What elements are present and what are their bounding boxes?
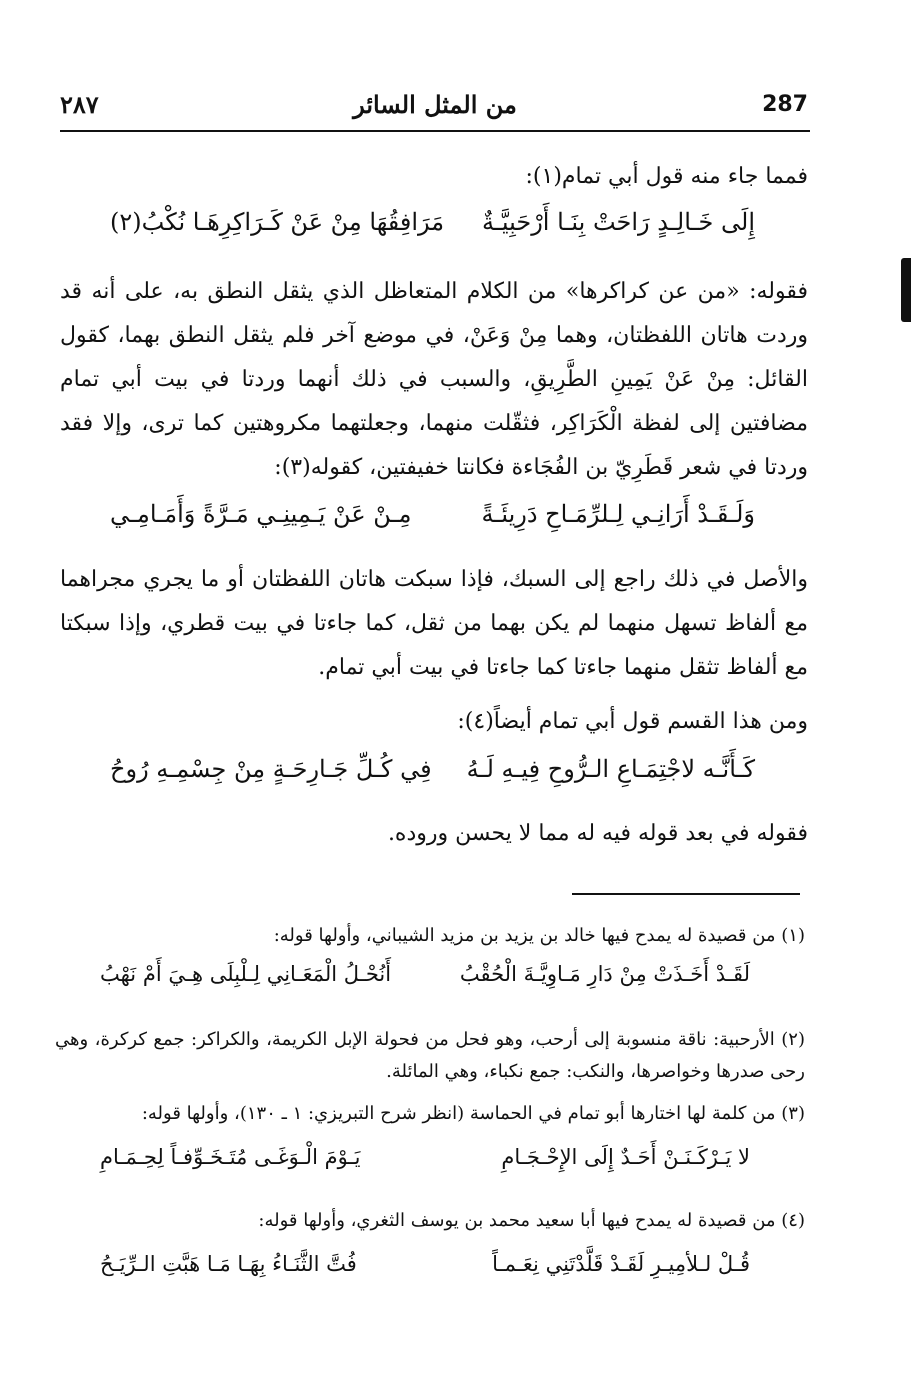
- footnote-1-verse: [100, 962, 750, 1002]
- verse-2-second-hemistich: مِـنْ عَنْ يَـمِينِـي مَـرَّةً وَأَمَـامِـي: [110, 500, 412, 528]
- footnote-1: (١) من قصيدة له يمدح فيها خالد بن يزيد بن مزيد الشيباني، وأولها قوله:: [273, 925, 805, 946]
- verse-3-second-hemistich: فِي كُـلِّ جَـارِحَـةٍ مِنْ جِسْمِـهِ رُوحُ: [110, 755, 432, 783]
- footnote-1-second-hemistich: أَنُحْـلُ الْمَعَـانِي لِـلْبِلَى هِـيَ أَمْ نَهْبُ: [100, 962, 392, 986]
- verse-1-second-hemistich: مَرَافِقُهَا مِنْ عَنْ كَـرَاكِرِهَـا نُكْبُ(٢): [110, 208, 445, 236]
- intro-line: فمما جاء منه قول أبي تمام(١):: [525, 164, 808, 189]
- footnote-4: (٤) من قصيدة له يمدح فيها أبا سعيد محمد بن يوسف الثغري، وأولها قوله:: [258, 1210, 805, 1231]
- header-rule: [60, 130, 810, 132]
- running-title: من المثل السائر: [353, 90, 517, 119]
- page-number-latin: 287: [762, 92, 808, 117]
- verse-2: [110, 500, 755, 546]
- page-number-arabic: ٢٨٧: [60, 90, 99, 119]
- paragraph-2: والأصل في ذلك راجع إلى السبك، فإذا سبكت هاتان اللفظتان أو ما يجري مجراهما مع ألفاظ تسهل منهما لم يكن بهما من ثقل، كما جاءتا في بيت قطري، وإذا سبكتا مع ألفاظ تثقل منهما جاءتا كما جاءتا في بيت أبي تمام.: [60, 567, 808, 680]
- footnote-4-verse: [100, 1252, 750, 1292]
- paragraph-4: فقوله في بعد قوله فيه له مما لا يحسن وروده.: [387, 821, 808, 846]
- verse-3-first-hemistich: كَـأَنَّـه لاجْتِمَـاعِ الـرُّوحِ فِيـهِ لَـهُ: [466, 755, 755, 783]
- footnote-3-second-hemistich: يَـوْمَ الْـوَغَـى مُتَـخَـوِّفـاً لِحِـمَـامِ: [100, 1145, 361, 1169]
- paragraph-3: ومن هذا القسم قول أبي تمام أيضاً(٤):: [457, 709, 808, 734]
- verse-1: [110, 208, 755, 254]
- page-header: [60, 88, 810, 128]
- footnote-3: (٣) من كلمة لها اختارها أبو تمام في الحماسة (انظر شرح التبريزي: ١ ـ ١٣٠)، وأولها قوله:: [141, 1103, 805, 1124]
- paragraph-1: فقوله: «من عن كراكرها» من الكلام المتعاظل الذي يثقل النطق به، على أنه قد وردت هاتان اللفظتان، وهما مِنْ وَعَنْ، في موضع آخر فلم يثقل النطق بهما، كقول القائل: مِنْ عَنْ يَمِينِ الطَّرِيقِ، والسبب في ذلك أنهما وردتا في بيت أبي تمام مضافتين إلى لفظة الْكَرَاكِر، فثقّلت منهما، وجعلتهما مكروهتين كما ترى، وإلا فقد وردتا في شعر قَطَرِيّ بن الفُجَاءة فكانتا خفيفتين، كقوله(٣):: [60, 279, 808, 480]
- footnote-2: (٢) الأرحبية: ناقة منسوبة إلى أرحب، وهو فحل من فحولة الإبل الكريمة، والكراكر: جمع كركرة، وهي رحى صدرها وخواصرها، والنكب: جمع نكباء، وهي المائلة.: [55, 1029, 805, 1082]
- verse-1-first-hemistich: إِلَى خَـالِـدٍ رَاحَتْ بِنَـا أَرْحَبِيَّـةٌ: [481, 208, 755, 236]
- footnote-4-first-hemistich: قُـلْ لـلأمِيـرِ لَقَـدْ قَلَّدْتَنِي نِعَـمـاً: [492, 1252, 750, 1276]
- footnote-1-first-hemistich: لَقَـدْ أَخَـذَتْ مِنْ دَارِ مَـاوِيَّـةَ الْحُقْبُ: [459, 962, 750, 986]
- footnote-3-first-hemistich: لا يَـرْكَـنَـنْ أَحَـدٌ إِلَى الإِحْـجَـامِ: [501, 1145, 750, 1169]
- footnote-3-verse: [100, 1145, 750, 1185]
- verse-2-first-hemistich: وَلَـقَـدْ أَرَانِـي لِـلرِّمَـاحِ دَرِيئَـةً: [481, 500, 755, 528]
- verse-3: [110, 755, 755, 801]
- footnote-rule: [572, 893, 800, 895]
- margin-mark: [901, 258, 911, 322]
- footnote-4-second-hemistich: فُتَّ الثَّنَـاءُ بِهَـا مَـا هَبَّتِ الـرِّيَـحُ: [100, 1252, 357, 1276]
